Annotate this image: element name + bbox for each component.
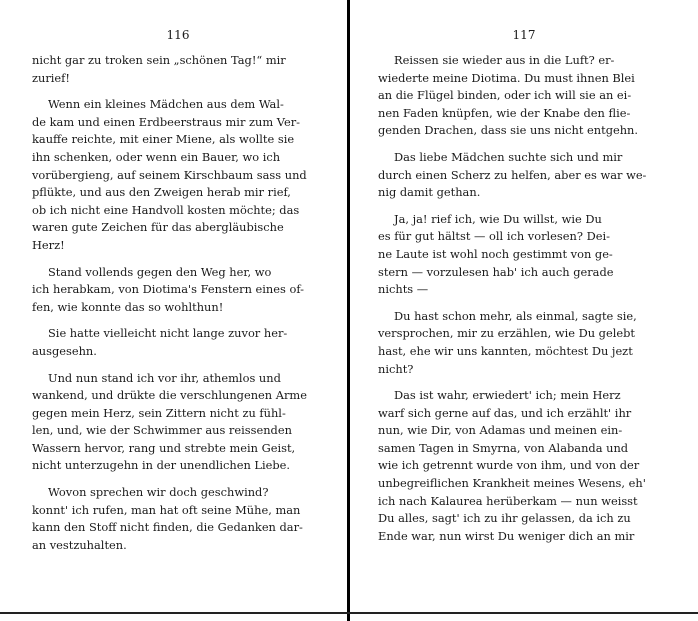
text-line: ihn schenken, oder wenn ein Bauer, wo ich <box>32 149 281 164</box>
paragraph <box>378 308 670 378</box>
bottom-edge-rule <box>0 612 698 614</box>
text-line: kann den Stoff nicht finden, die Gedanken dar- <box>32 520 303 535</box>
paragraph-gap <box>32 255 324 264</box>
text-line: Wovon sprechen wir doch geschwind? <box>48 485 269 500</box>
page-text <box>32 52 324 554</box>
text-line: Wenn ein kleines Mädchen aus dem Wal- <box>48 97 284 112</box>
text-line: Du hast schon mehr, als einmal, sagte sie, <box>394 308 637 323</box>
text-line: an vestzuhalten. <box>32 537 127 552</box>
text-line: Ja, ja! rief ich, wie Du willst, wie Du <box>394 211 602 226</box>
paragraph <box>32 96 324 254</box>
text-line: samen Tagen in Smyrna, von Alabanda und <box>378 440 629 455</box>
paragraph <box>32 484 324 554</box>
text-line: Reissen sie wieder aus in die Luft? er- <box>394 53 615 67</box>
text-line: warf sich gerne auf das, und ich erzählt' ihr <box>378 405 632 420</box>
paragraph <box>32 370 324 476</box>
text-line: gegen mein Herz, sein Zittern nicht zu fühl- <box>32 405 286 420</box>
paragraph <box>32 264 324 317</box>
text-line: waren gute Zeichen für das abergläubische <box>32 220 284 235</box>
text-line: stern — vorzulesen hab' ich auch gerade <box>378 264 614 279</box>
text-line: vorübergieng, auf seinem Kirschbaum sass und <box>32 167 307 182</box>
text-line: nicht gar zu troken sein „schönen Tag!“ mir <box>32 53 286 67</box>
text-line: konnt' ich rufen, man hat oft seine Mühe, man <box>32 502 301 517</box>
paragraph-gap <box>378 299 670 308</box>
text-line: nun, wie Dir, von Adamas und meinen ein- <box>378 423 623 438</box>
paragraph-gap <box>378 378 670 387</box>
text-line: durch einen Scherz zu helfen, aber es war we- <box>378 167 647 182</box>
paragraph <box>378 149 670 202</box>
text-line: Das ist wahr, erwiedert' ich; mein Herz <box>394 388 621 403</box>
page-number: 116 <box>166 28 190 42</box>
text-line: zurief! <box>32 70 70 85</box>
paragraph-gap <box>32 87 324 96</box>
text-line: ich nach Kalaurea herüberkam — nun weisst <box>378 493 638 508</box>
text-line: de kam und einen Erdbeerstraus mir zum Ver- <box>32 114 300 129</box>
text-line: genden Drachen, dass sie uns nicht entgehn. <box>378 123 639 138</box>
text-line: Herz! <box>32 237 65 252</box>
text-line: wiederte meine Diotima. Du must ihnen Blei <box>378 70 635 85</box>
text-line: unbegreiflichen Krankheit meines Wesens, eh' <box>378 476 646 491</box>
text-line: Sie hatte vielleicht nicht lange zuvor her- <box>48 326 288 341</box>
text-line: nen Faden knüpfen, wie der Knabe den flie- <box>378 105 631 120</box>
paragraph-gap <box>378 140 670 149</box>
text-line: pflükte, und aus den Zweigen herab mir rief, <box>32 185 291 200</box>
text-line: len, und, wie der Schwimmer aus reissenden <box>32 423 292 438</box>
text-line: Du alles, sagt' ich zu ihr gelassen, da ich zu <box>378 511 631 526</box>
paragraph <box>32 52 324 87</box>
text-line: kauffe reichte, mit einer Miene, als wollte sie <box>32 132 295 147</box>
text-line: ausgesehn. <box>32 343 97 358</box>
paragraph <box>378 211 670 299</box>
paragraph <box>378 52 670 140</box>
paragraph-gap <box>32 361 324 370</box>
paragraph-gap <box>32 316 324 325</box>
text-line: ob ich nicht eine Handvoll kosten möchte; das <box>32 202 300 217</box>
text-line: nicht? <box>378 361 414 376</box>
paragraph-gap <box>378 202 670 211</box>
paragraph-gap <box>32 475 324 484</box>
text-line: nicht unterzugehn in der unendlichen Liebe. <box>32 458 291 473</box>
text-line: Und nun stand ich vor ihr, athemlos und <box>48 370 281 385</box>
right-page <box>378 28 670 545</box>
text-line: Wassern hervor, rang und strebte mein Geist, <box>32 440 296 455</box>
text-line: hast, ehe wir uns kannten, möchtest Du jezt <box>378 343 633 358</box>
left-page <box>32 28 324 554</box>
page-text <box>378 52 670 545</box>
text-line: nig damit gethan. <box>378 185 481 200</box>
text-line: an die Flügel binden, oder ich will sie an ei- <box>378 88 632 103</box>
gutter-divider <box>347 0 350 621</box>
paragraph <box>32 325 324 360</box>
text-line: wankend, und drükte die verschlungenen Arme <box>32 388 307 403</box>
page-number: 117 <box>512 28 536 42</box>
text-line: Das liebe Mädchen suchte sich und mir <box>394 149 623 164</box>
text-line: Stand vollends gegen den Weg her, wo <box>48 264 272 279</box>
text-line: Ende war, nun wirst Du weniger dich an mir <box>378 528 635 543</box>
paragraph <box>378 387 670 545</box>
text-line: ne Laute ist wohl noch gestimmt von ge- <box>378 246 613 261</box>
text-line: wie ich getrennt wurde von ihm, und von der <box>378 458 640 473</box>
text-line: es für gut hältst — oll ich vorlesen? Dei- <box>378 229 610 244</box>
text-line: nichts — <box>378 282 429 297</box>
text-line: fen, wie konnte das so wohlthun! <box>32 299 224 314</box>
text-line: ich herabkam, von Diotima's Fenstern eines of- <box>32 282 304 297</box>
text-line: versprochen, mir zu erzählen, wie Du gelebt <box>378 326 635 341</box>
